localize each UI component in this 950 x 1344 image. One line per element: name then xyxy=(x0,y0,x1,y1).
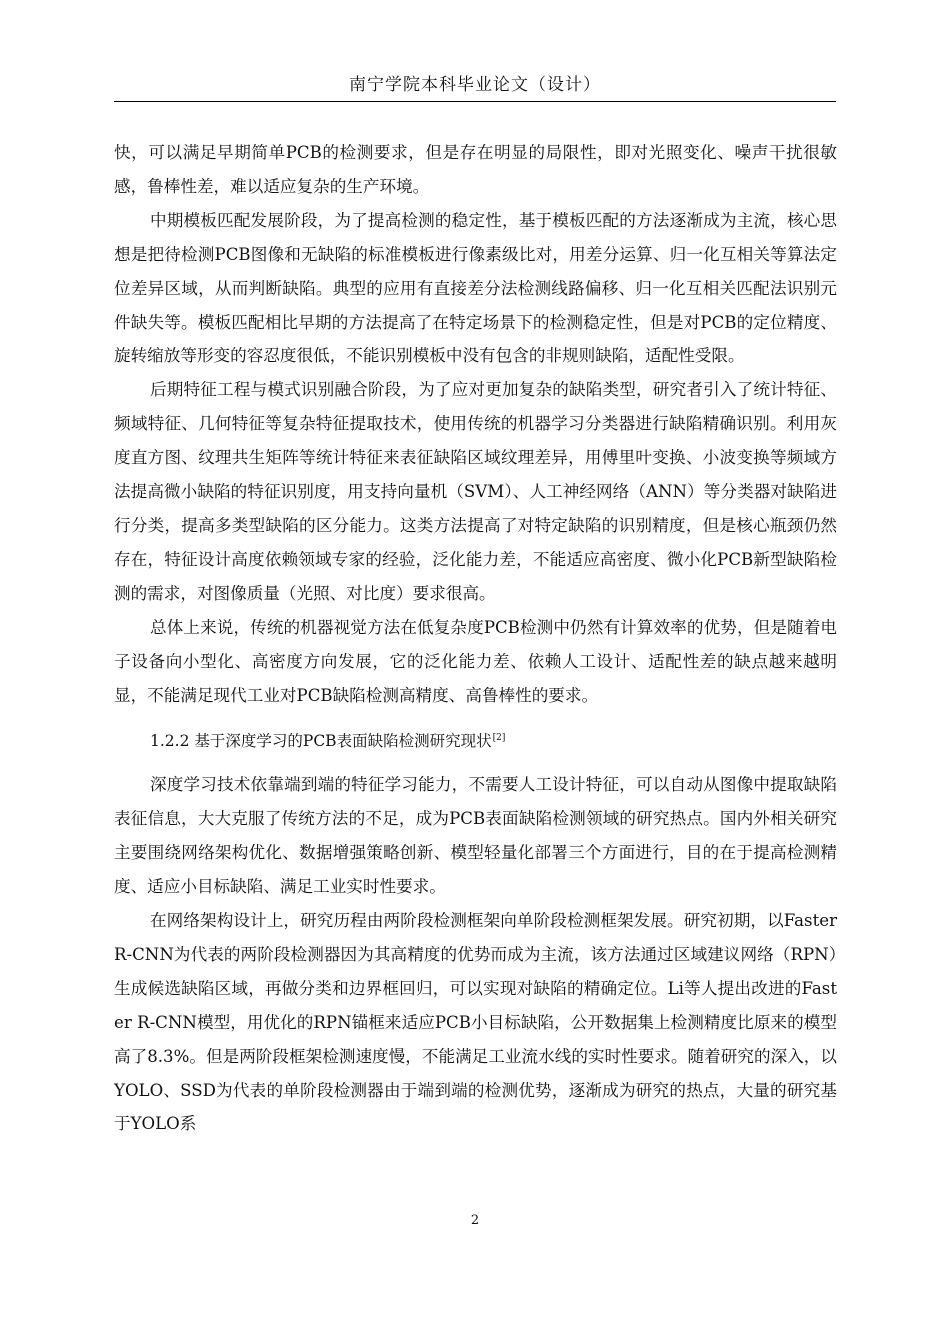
document-body xyxy=(114,136,837,1141)
section-number: 1.2.2 xyxy=(150,732,190,751)
paragraph-network-architecture: 在网络架构设计上，研究历程由两阶段检测框架向单阶段检测框架发展。研究初期，以Faster R-CNN为代表的两阶段检测器因为其高精度的优势而成为主流，该方法通过区域建议网络（RPN）生成候选缺陷区域，再做分类和边界框回归，可以实现对缺陷的精确定位。Li等人提出改进的Faster R-CNN模型，用优化的RPN锚框来适应PCB小目标缺陷，公开数据集上检测精度比原来的模型高了8.3%。但是两阶段框架检测速度慢，不能满足工业流水线的实时性要求。随着研究的深入，以YOLO、SSD为代表的单阶段检测器由于端到端的检测优势，逐渐成为研究的热点，大量的研究基于YOLO系 xyxy=(114,911,837,1134)
section-citation: [2] xyxy=(492,733,506,744)
page-header-title: 南宁学院本科毕业论文（设计） xyxy=(349,75,601,95)
paragraph-template-matching: 中期模板匹配发展阶段，为了提高检测的稳定性，基于模板匹配的方法逐渐成为主流，核心思想是把待检测PCB图像和无缺陷的标准模板进行像素级比对，用差分运算、归一化互相关等算法定位差异区域，从而判断缺陷。典型的应用有直接差分法检测线路偏移、归一化互相关匹配法识别元件缺失等。模板匹配相比早期的方法提高了在特定场景下的检测稳定性，但是对PCB的定位精度、旋转缩放等形变的容忍度很低，不能识别模板中没有包含的非规则缺陷，适配性受限。 xyxy=(114,210,837,366)
paragraph-summary: 总体上来说，传统的机器视觉方法在低复杂度PCB检测中仍然有计算效率的优势，但是随着电子设备向小型化、高密度方向发展，它的泛化能力差、依赖人工设计、适配性差的缺点越来越明显，不能满足现代工业对PCB缺陷检测高精度、高鲁棒性的要求。 xyxy=(114,617,837,705)
section-title: 基于深度学习的PCB表面缺陷检测研究现状 xyxy=(194,732,492,751)
section-heading xyxy=(114,722,837,758)
page-number: 2 xyxy=(470,1213,480,1228)
header-divider xyxy=(114,101,836,102)
paragraph-continued: 快，可以满足早期简单PCB的检测要求，但是存在明显的局限性，即对光照变化、噪声干扰很敏感，鲁棒性差，难以适应复杂的生产环境。 xyxy=(114,143,837,196)
paragraph-deep-learning-intro: 深度学习技术依靠端到端的特征学习能力，不需要人工设计特征，可以自动从图像中提取缺陷表征信息，大大克服了传统方法的不足，成为PCB表面缺陷检测领域的研究热点。国内外相关研究主要围绕网络架构优化、数据增强策略创新、模型轻量化部署三个方面进行，目的在于提高检测精度、适应小目标缺陷、满足工业实时性要求。 xyxy=(114,775,837,897)
paragraph-feature-engineering: 后期特征工程与模式识别融合阶段，为了应对更加复杂的缺陷类型，研究者引入了统计特征、频域特征、几何特征等复杂特征提取技术，使用传统的机器学习分类器进行缺陷精确识别。利用灰度直方图、纹理共生矩阵等统计特征来表征缺陷区域纹理差异，用傅里叶变换、小波变换等频域方法提高微小缺陷的特征识别度，用支持向量机（SVM）、人工神经网络（ANN）等分类器对缺陷进行分类，提高多类型缺陷的区分能力。这类方法提高了对特定缺陷的识别精度，但是核心瓶颈仍然存在，特征设计高度依赖领域专家的经验，泛化能力差，不能适应高密度、微小化PCB新型缺陷检测的需求，对图像质量（光照、对比度）要求很高。 xyxy=(114,380,837,603)
